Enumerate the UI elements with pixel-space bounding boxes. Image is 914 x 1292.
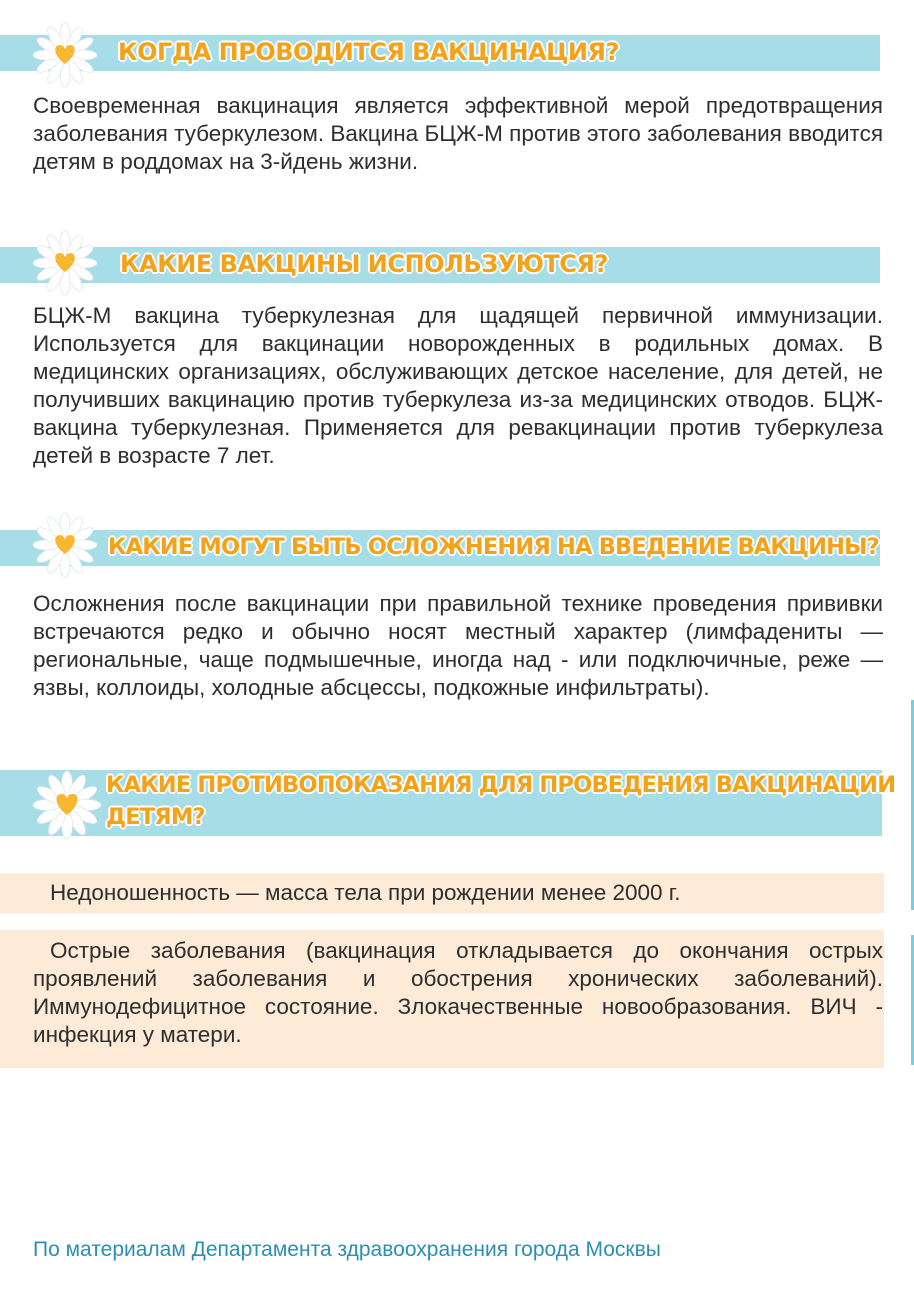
contraindication-item-2: Острые заболевания (вакцинация откладывается до окончания острых проявлений заболевания и обострения хронических заболеваний). Иммунодефицитное состояние. Злокачественные новообразования. ВИЧ - инфекция у матери. <box>33 938 883 1047</box>
daisy-icon <box>32 770 102 840</box>
section-3-heading: КАКИЕ МОГУТ БЫТЬ ОСЛОЖНЕНИЯ НА ВВЕДЕНИЕ ВАКЦИНЫ? <box>108 534 879 560</box>
section-1-heading: КОГДА ПРОВОДИТСЯ ВАКЦИНАЦИЯ? <box>118 38 619 66</box>
footer-source: По материалам Департамента здравоохранения города Москвы <box>33 1238 661 1261</box>
daisy-icon <box>32 230 98 296</box>
section-3-text: Осложнения после вакцинации при правильной технике проведения прививки встречаются редко и обычно носят местный характер (лимфадениты — региональные, чаще подмышечные, иногда над - или подключичные, реже — язвы, коллоиды, холодные абсцессы, подкожные инфильтраты). <box>33 591 883 700</box>
section-4-heading-line-1: КАКИЕ ПРОТИВОПОКАЗАНИЯ ДЛЯ ПРОВЕДЕНИЯ ВАКЦИНАЦИИ <box>106 772 896 798</box>
section-4-heading-line-2: ДЕТЯМ? <box>106 804 205 830</box>
contraindication-item-1: Недоношенность — масса тела при рождении менее 2000 г. <box>50 880 681 905</box>
section-1-text: Своевременная вакцинация является эффективной мерой предотвращения заболевания туберкулезом. Вакцина БЦЖ-М против этого заболевания вводится детям в роддомах на 3-йдень жизни. <box>33 93 883 174</box>
daisy-icon <box>32 22 98 88</box>
daisy-icon <box>32 512 98 578</box>
section-2-heading: КАКИЕ ВАКЦИНЫ ИСПОЛЬЗУЮТСЯ? <box>120 250 608 278</box>
section-2-text: БЦЖ-М вакцина туберкулезная для щадящей первичной иммунизации. Используется для вакцинации новорожденных в родильных домах. В медицинских организациях, обслуживающих детское население, для детей, не получивших вакцинацию против туберкулеза из-за медицинских отводов. БЦЖ- вакцина туберкулезная. Применяется для ревакцинации против туберкулеза детей в возрасте 7 лет. <box>33 303 883 468</box>
